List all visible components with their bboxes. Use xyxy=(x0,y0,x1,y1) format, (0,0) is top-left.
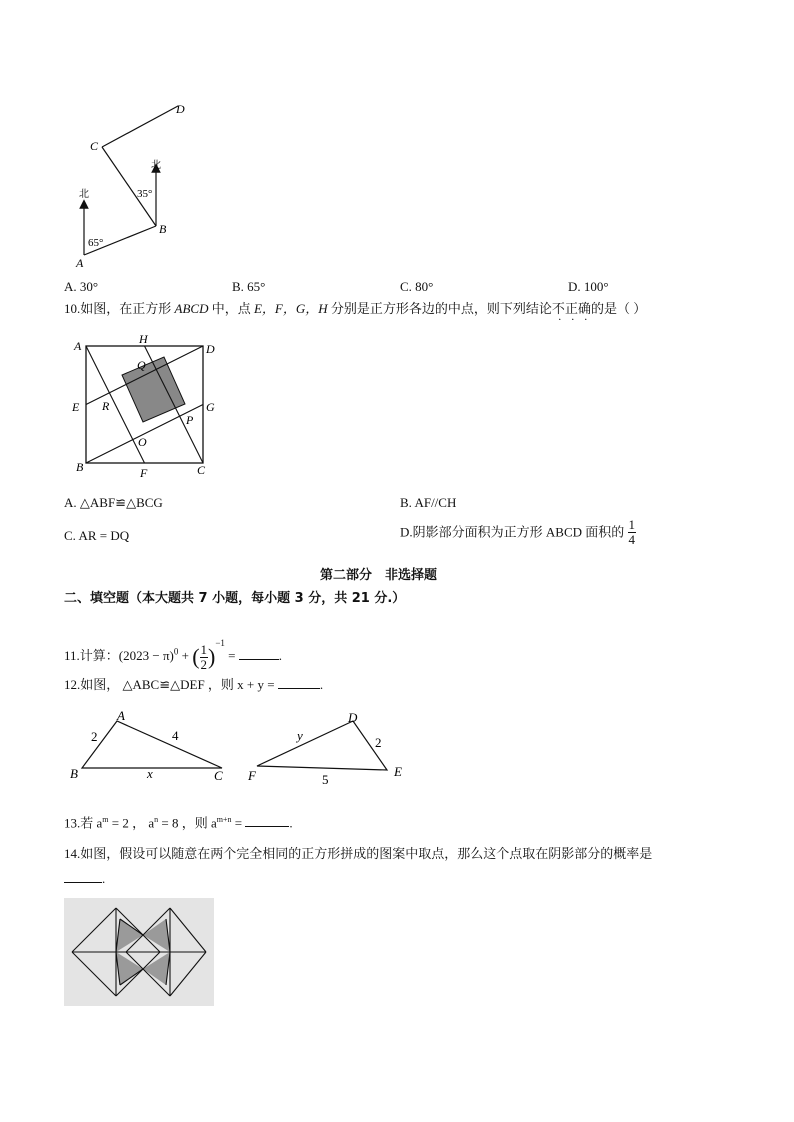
q10-option-d-num: 1 xyxy=(628,517,636,532)
q12-stem xyxy=(64,676,323,693)
q12-side-bc: x xyxy=(147,766,153,781)
q12-label-d: D xyxy=(348,710,358,725)
q11-expr: (2023 − π) xyxy=(118,648,174,663)
q10-stem-before: 10.如图，在正方形 xyxy=(64,301,175,316)
q10-stem xyxy=(64,301,646,317)
q11-answer-blank[interactable] xyxy=(239,647,279,660)
q13-eq3: = xyxy=(231,815,246,831)
q10-option-d-text: D.阴影部分面积为正方形 ABCD 面积的 xyxy=(400,524,625,540)
q10-label-r: R xyxy=(102,399,110,413)
q11-den: 2 xyxy=(200,656,208,672)
q10-label-d: D xyxy=(206,342,215,356)
q13-end: . xyxy=(289,815,293,831)
q9-option-b[interactable]: B. 65° xyxy=(232,279,266,294)
q12-stem-text: 12.如图， △ABC≌△DEF ，则 x + y = xyxy=(64,677,278,692)
q11-exp: −1 xyxy=(215,638,225,648)
q10-label-b: B xyxy=(76,460,84,474)
q10-stem-points: E，F，G，H xyxy=(253,301,328,316)
q10-label-q: Q xyxy=(137,358,146,372)
q13-m: m xyxy=(102,815,109,824)
q9-angle-a: 65° xyxy=(88,237,104,249)
q9-angle-b: 35° xyxy=(137,188,153,200)
part2-title: 第二部分 非选择题 xyxy=(320,568,438,583)
q12-label-e: E xyxy=(394,764,402,779)
q13-eq2: = 8 ，则 a xyxy=(158,815,217,831)
q10-option-d-fraction xyxy=(628,518,637,547)
q12-side-fe: 5 xyxy=(322,772,329,787)
q10-option-b[interactable]: B. AF//CH xyxy=(400,495,457,510)
q14-stem: 14.如图，假设可以随意在两个完全相同的正方形拼成的图案中取点，那么这个点取在阴影部分的概率是 xyxy=(64,846,653,861)
q11-end: . xyxy=(278,648,283,663)
q10-stem-end: 的是（ ） xyxy=(590,301,647,316)
q13-n: n xyxy=(154,815,159,824)
q9-label-b: B xyxy=(159,222,167,236)
q9-option-c[interactable]: C. 80° xyxy=(400,279,434,294)
q10-emph-1: 不 xyxy=(551,301,565,316)
q10-label-e: E xyxy=(72,400,80,414)
q10-label-g: G xyxy=(206,400,215,414)
q10-square-figure xyxy=(68,330,218,480)
q11-fraction xyxy=(200,643,209,672)
q10-option-a[interactable]: A. △ABF≌△BCG xyxy=(64,495,163,510)
q10-label-h: H xyxy=(139,332,148,346)
q12-side-ab: 2 xyxy=(91,729,98,744)
q10-emph-3: 确 xyxy=(577,301,591,316)
q13-answer-blank[interactable] xyxy=(245,814,289,827)
q9-bearing-figure xyxy=(60,96,210,271)
q10-stem-after: 分别是正方形各边的中点，则下列结论 xyxy=(327,301,552,316)
q12-side-ac: 4 xyxy=(172,728,179,743)
q13 xyxy=(64,812,293,831)
q9-north-b: 北 xyxy=(151,160,161,171)
q12-label-f: F xyxy=(248,768,256,783)
q13-mn: m+n xyxy=(216,815,232,824)
q14-answer-line xyxy=(64,870,105,887)
q9-option-d[interactable]: D. 100° xyxy=(568,279,609,294)
q12-label-a: A xyxy=(117,708,125,723)
q12-side-df: y xyxy=(297,728,303,743)
section2-heading: 二、填空题（本大题共 7 小题，每小题 3 分，共 21 分.） xyxy=(64,591,406,606)
q13-text: 13.若 a xyxy=(64,815,103,831)
q12-end: . xyxy=(319,677,324,692)
q10-option-d-den: 4 xyxy=(628,532,636,547)
q10-option-c[interactable]: C. AR = DQ xyxy=(64,528,130,543)
q10-label-f: F xyxy=(140,466,148,480)
q9-label-d: D xyxy=(176,102,185,116)
q9-label-a: A xyxy=(76,256,84,270)
q10-stem-mid: 中，点 xyxy=(208,301,254,316)
q10-emph-2: 正 xyxy=(564,301,578,316)
q9-option-a[interactable]: A. 30° xyxy=(64,279,99,294)
q12-label-c: C xyxy=(214,768,223,783)
q10-option-d[interactable] xyxy=(400,518,636,547)
q11: 11.计算：$(2023 - \pi)^0$ + ( $\frac{1}{2}$ )$^{-1}$ = . xyxy=(64,638,283,672)
q11-num: 1 xyxy=(200,641,208,657)
q13-eq1: = 2 ， a xyxy=(108,815,155,831)
q10-label-a: A xyxy=(74,339,82,353)
q14-answer-blank[interactable] xyxy=(64,870,102,883)
q14-end: . xyxy=(102,871,106,886)
q11-exp0: 0 xyxy=(173,646,179,657)
q14-pattern-figure xyxy=(64,898,214,1006)
q10-label-c: C xyxy=(197,463,206,477)
q12-label-b: B xyxy=(70,766,78,781)
q9-north-a: 北 xyxy=(79,189,89,200)
q12-side-de: 2 xyxy=(375,735,382,750)
q11-eq: = xyxy=(224,648,239,663)
q12-answer-blank[interactable] xyxy=(278,676,320,689)
q11-plus: + xyxy=(178,648,193,663)
q9-label-c: C xyxy=(90,139,99,153)
q11-prefix: 11.计算： xyxy=(64,648,119,663)
q10-stem-abcd: ABCD xyxy=(174,301,209,316)
q10-label-p: P xyxy=(186,413,194,427)
q12-triangles-figure xyxy=(64,706,414,790)
q10-label-o: O xyxy=(138,435,147,449)
